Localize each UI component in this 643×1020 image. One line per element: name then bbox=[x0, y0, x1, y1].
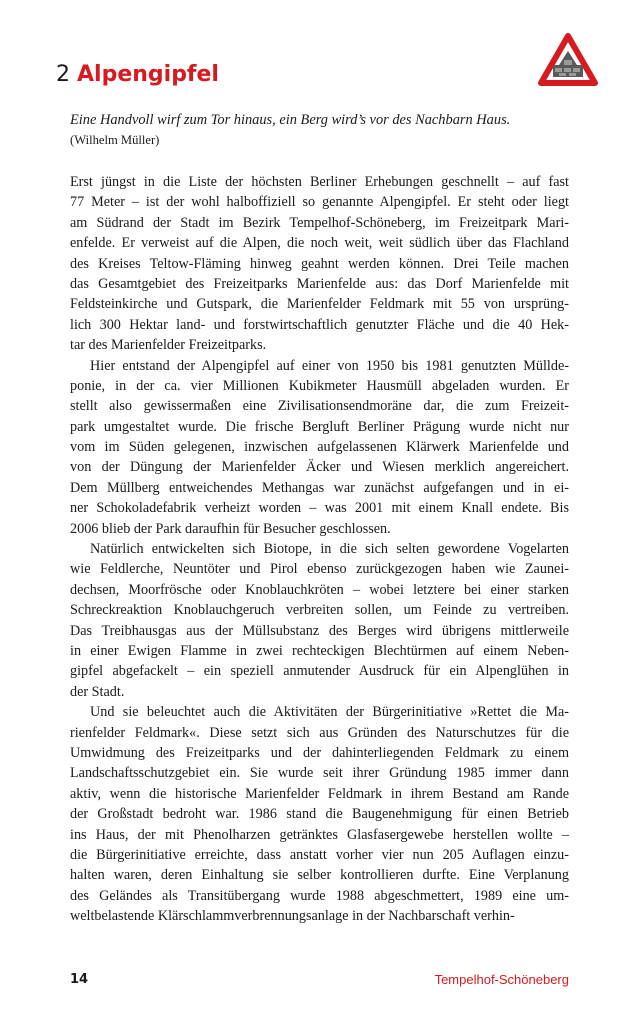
text-line: gipfel abgefackelt – ein speziell anmutender Ausdruck für ein Alpenglühen in bbox=[70, 663, 569, 680]
text-line: lich 300 Hektar land- und forstwirtschaftlich genutzter Fläche und die 40 Hek- bbox=[70, 316, 569, 333]
text-line: halten waren, deren Einhaltung sie selber kontrollieren durfte. Eine Verplanung bbox=[70, 867, 569, 884]
text-line: in einer Ewigen Flamme in zwei rechteckigen Blechtürmen auf einem Neben- bbox=[70, 642, 569, 659]
paragraph bbox=[70, 539, 569, 702]
text-line: die Bürgerinitiative erreichte, dass anstatt vorher vier nun 205 Auflagen einzu- bbox=[70, 846, 569, 863]
text-line: Erst jüngst in die Liste der höchsten Berliner Erhebungen geschnellt – auf fast bbox=[70, 174, 569, 190]
text-line: Landschaftsschutzgebiet ein. Sie wurde seit ihrer Gründung 1985 immer dann bbox=[70, 765, 569, 782]
text-line: Natürlich entwickelten sich Biotope, in die sich selten gewordene Vogelarten bbox=[90, 541, 569, 558]
text-line: aktiv, wenn die historische Marienfelder Feldmark in ihrem Bestand am Rande bbox=[70, 785, 569, 802]
paragraph bbox=[70, 702, 569, 926]
chapter-heading bbox=[56, 60, 219, 90]
text-line: wie Feldlerche, Neuntöter und Pirol ebenso zurückgezogen haben wie Zaunei- bbox=[70, 561, 569, 578]
text-line: Umwidmung des Freizeitparks und der dahinterliegenden Feldmark zu einem bbox=[70, 744, 569, 761]
text-line: Schreckreaktion Knoblauchgeruch verbreiten sollen, um Feinde zu vertreiben. bbox=[70, 602, 569, 619]
epigraph-quote: Eine Handvoll wirf zum Tor hinaus, ein Berg wird’s vor des Nachbarn Haus. bbox=[70, 112, 511, 128]
text-line: der Stadt. bbox=[70, 683, 125, 700]
text-line: weltbelastende Klärschlammverbrennungsanlage in der Nachbarschaft verhin- bbox=[70, 908, 515, 925]
text-line: der Großstadt bedroht war. 1986 stand die Baugenehmigung für einen Betrieb bbox=[70, 806, 569, 823]
text-line: ins Haus, der mit Phenolharzen getränktes Glasfasergewebe herstellen wollte – bbox=[70, 826, 569, 843]
running-footer-district: Tempelhof-Schöneberg bbox=[434, 972, 569, 987]
chapter-number: 2 bbox=[56, 62, 70, 87]
text-line: Feldsteinkirche und Gutspark, die Marienfelder Feldmark mit 55 von ursprüng- bbox=[70, 296, 569, 313]
epigraph bbox=[70, 110, 590, 150]
text-line: Dem Müllberg entweichendes Methangas war zunächst aufgefangen und in ei- bbox=[70, 479, 569, 496]
page-number: 14 bbox=[70, 972, 89, 987]
epigraph-author: (Wilhelm Müller) bbox=[70, 133, 160, 147]
text-line: von der Düngung der Marienfelder Äcker und Wiesen merklich angereichert. bbox=[70, 459, 569, 476]
mountain-warning-sign-icon bbox=[537, 32, 599, 88]
body-text bbox=[70, 172, 569, 926]
text-line: am Südrand der Stadt im Bezirk Tempelhof-Schöneberg, im Freizeitpark Mari- bbox=[70, 214, 569, 231]
text-line: Hier entstand der Alpengipfel auf einer von 1950 bis 1981 genutzten Mülldе- bbox=[90, 357, 569, 374]
chapter-title: Alpengipfel bbox=[77, 62, 219, 87]
text-line: ponie, in der ca. vier Millionen Kubikmeter Hausmüll abgeladen wurden. Er bbox=[70, 377, 569, 394]
text-line: 77 Meter – ist der wohl halboffiziell so genannte Alpengipfel. Er steht oder liegt bbox=[70, 194, 569, 211]
text-line: tar des Marienfelder Freizeitparks. bbox=[70, 337, 267, 354]
text-line: des Geländes als Transitübergang wurde 1988 abgeschmettert, 1989 eine um- bbox=[70, 887, 569, 904]
text-line: stellt also gewissermaßen eine Zivilisationsendmoräne dar, die zum Freizeit- bbox=[70, 398, 569, 415]
text-line: Und sie beleuchtet auch die Aktivitäten der Bürgerinitiative »Rettet die Ma- bbox=[90, 704, 569, 721]
text-line: ner Schokoladefabrik verheizt worden – was 2001 mit einem Knall endete. Bis bbox=[70, 500, 569, 517]
text-line: rienfelder Feldmark«. Diese setzt sich aus Gründen des Naturschutzes für die bbox=[70, 724, 569, 741]
text-line: Das Treibhausgas aus der Müllsubstanz des Berges wird übrigens mittlerweile bbox=[70, 622, 569, 639]
text-line: des Kreises Teltow-Fläming hinweg geahnt werden können. Drei Teile machen bbox=[70, 255, 569, 272]
paragraph bbox=[70, 172, 569, 356]
text-line: 2006 blieb der Park daraufhin für Besucher geschlossen. bbox=[70, 520, 391, 537]
text-line: vom im Süden gelegenen, inzwischen aufgelassenen Klärwerk Marienfelde und bbox=[70, 439, 569, 456]
text-line: dechsen, Moorfrösche oder Knoblauchkröten – wobei letztere bei einer starken bbox=[70, 581, 569, 598]
paragraph bbox=[70, 356, 569, 540]
text-line: das Gesamtgebiet des Freizeitparks Marienfelde aus: das Dorf Marienfelde mit bbox=[70, 275, 569, 292]
text-line: park umgestaltet wurde. Die frische Bergluft Berliner Prägung wurde nicht nur bbox=[70, 418, 569, 435]
text-line: enfelde. Er verweist auf die Alpen, die noch weit, weit südlich über das Flachland bbox=[70, 235, 569, 252]
